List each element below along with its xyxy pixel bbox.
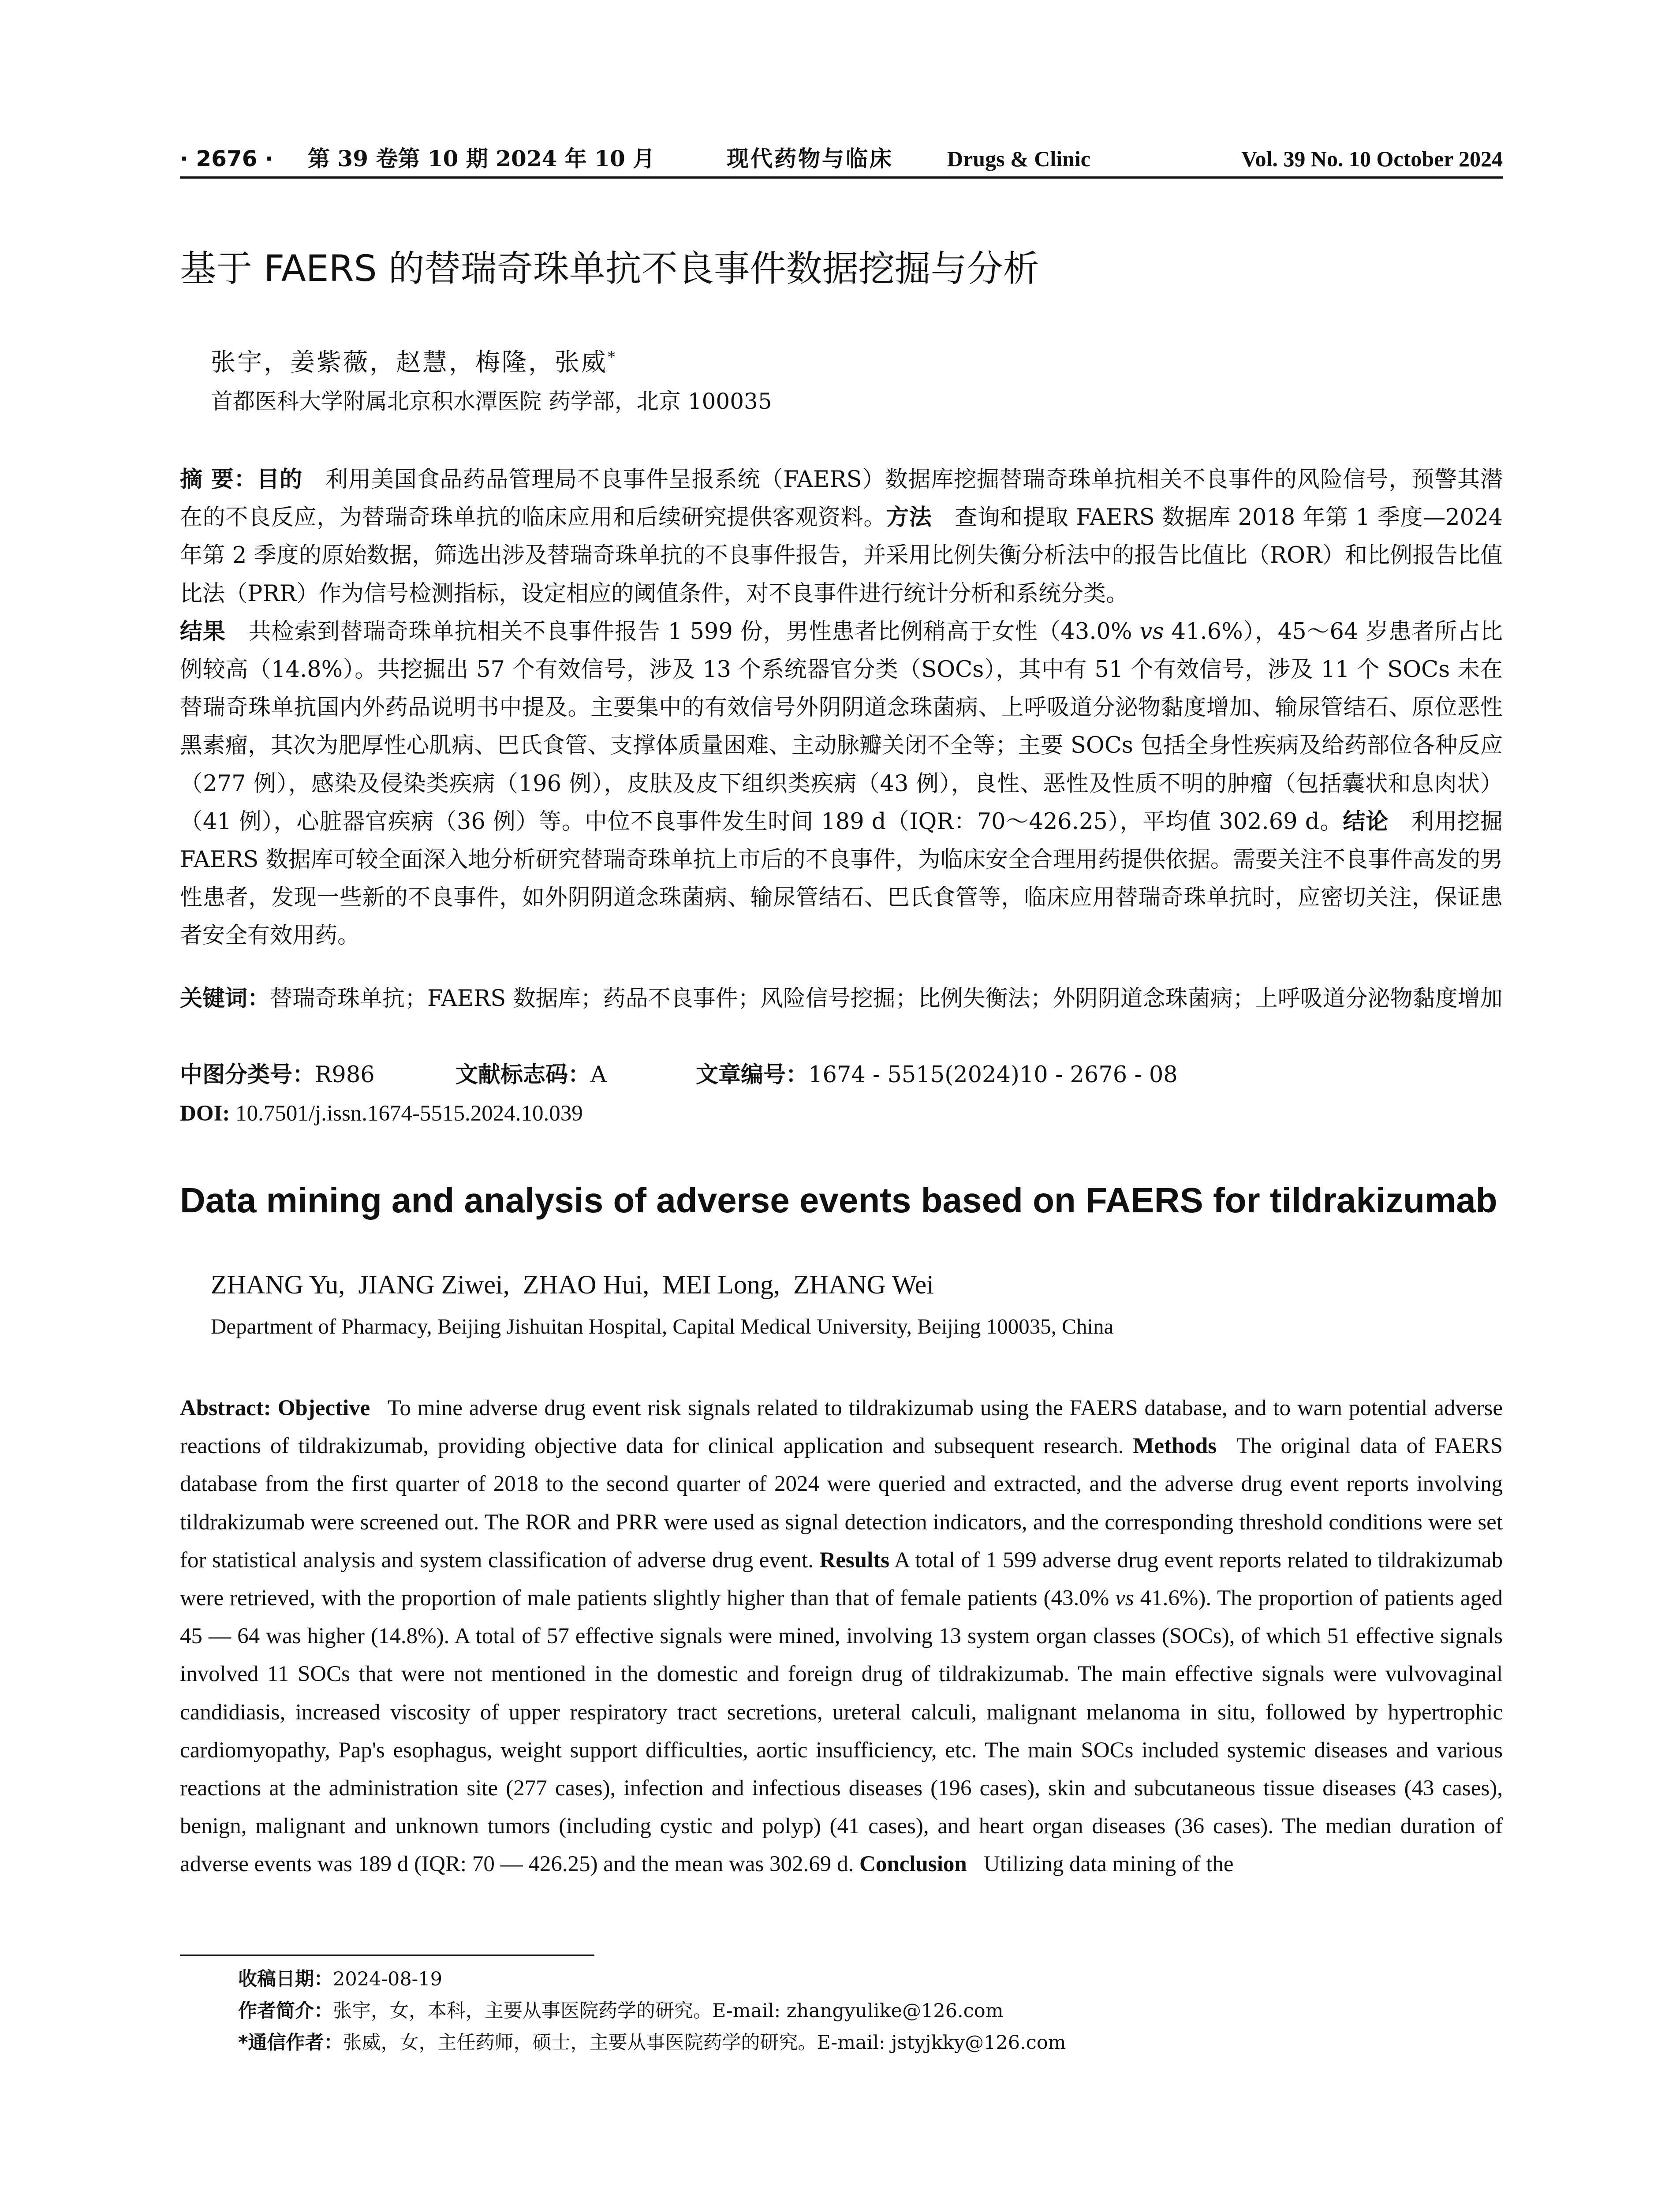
methods-cn-text: 查询和提取 FAERS 数据库 2018 年第 1 季度—2024 年第 2 季度的原始数据，筛选出涉及替瑞奇珠单抗的不良事件报告，并采用比例失衡分析法中的报告比值比（ROR）和比例报告比值比法（PRR）作为信号检测指标，设定相应的阈值条件，对不良事件进行统计分析和系统分类。 bbox=[180, 505, 1503, 607]
results-en-label: Results bbox=[819, 1547, 890, 1573]
conclusion-en-label: Conclusion bbox=[859, 1852, 967, 1877]
footnote-rule bbox=[180, 1955, 594, 1956]
results-cn-vs: vs bbox=[1139, 618, 1164, 645]
results-en-text-2: 41.6%). The proportion of patients aged 45 — 64 was higher (14.8%). A total of 57 effective signals were mined, involving 13 system organ classes (SOCs), of which 51 effective signals involved 11 SOCs that were not mentioned in the domestic and foreign drug of tildrakizumab. The main effective signals were vulvovaginal candidiasis, increased viscosity of upper respiratory tract secretions, ureteral calculi, malignant melanoma in situ, followed by hypertrophic cardiomyopathy, Pap's esophagus, weight support difficulties, aortic insufficiency, etc. The main SOCs included systemic diseases and various reactions at the administration site (277 cases), infection and infectious diseases (196 cases), skin and subcutaneous tissue diseases (43 cases), benign, malignant and unknown tumors (including cystic and polyp) (41 cases), and heart organ diseases (36 cases). The median duration of adverse events was 189 d (IQR: 70 — 426.25) and the mean was 302.69 d. bbox=[180, 1586, 1503, 1877]
objective-cn-label: 目的 bbox=[257, 467, 303, 493]
issue-cn: 第 39 卷第 10 期 2024 年 10 月 bbox=[308, 146, 655, 172]
author-bio-value: 张宇，女，本科，主要从事医院药学的研究。E-mail: zhangyulike@126.com bbox=[333, 2000, 1004, 2022]
affiliation-en: Department of Pharmacy, Beijing Jishuitan Hospital, Capital Medical University, Beijing 100035, China bbox=[211, 1314, 1114, 1338]
header-rule bbox=[180, 176, 1503, 179]
footnote-received bbox=[238, 1963, 1499, 1995]
footnote-corresponding bbox=[238, 2027, 1499, 2059]
article-number bbox=[696, 1056, 1178, 1094]
objective-en-label: Objective bbox=[277, 1396, 370, 1420]
methods-en-label: Methods bbox=[1133, 1434, 1217, 1459]
affiliation-cn: 首都医科大学附属北京积水潭医院 药学部，北京 100035 bbox=[211, 389, 772, 414]
keywords-cn-text: 替瑞奇珠单抗；FAERS 数据库；药品不良事件；风险信号挖掘；比例失衡法；外阴阴道念珠菌病；上呼吸道分泌物黏度增加 bbox=[270, 986, 1503, 1012]
article-no-label: 文章编号： bbox=[696, 1062, 809, 1088]
abstract-en bbox=[180, 1389, 1503, 1884]
journal-name-cn: 现代药物与临床 bbox=[727, 146, 893, 172]
received-value: 2024-08-19 bbox=[333, 1968, 442, 1990]
authors-cn-names: 张宇，姜紫薇，赵慧，梅隆，张威 bbox=[211, 348, 608, 377]
methods-cn-label: 方法 bbox=[886, 505, 932, 531]
doi-value: 10.7501/j.issn.1674-5515.2024.10.039 bbox=[230, 1101, 583, 1126]
results-cn-text-1: 共检索到替瑞奇珠单抗相关不良事件报告 1 599 份，男性患者比例稍高于女性（43.0% bbox=[248, 618, 1140, 645]
article-title-en: Data mining and analysis of adverse events based on FAERS for tildrakizumab bbox=[180, 1181, 1497, 1220]
keywords-cn bbox=[180, 980, 1503, 1018]
author-bio-label: 作者简介： bbox=[238, 2000, 333, 2022]
objective-en-text: To mine adverse drug event risk signals related to tildrakizumab using the FAERS database, and to warn potential adverse reactions of tildrakizumab, providing objective data for clinical application and subsequent research. bbox=[180, 1396, 1503, 1459]
results-cn-label: 结果 bbox=[180, 618, 226, 645]
doc-code-label: 文献标志码： bbox=[455, 1062, 591, 1088]
document-code bbox=[455, 1056, 607, 1094]
issue-en: Vol. 39 No. 10 October 2024 bbox=[1241, 146, 1503, 171]
authors-cn bbox=[211, 337, 617, 383]
abstract-en-label: Abstract: bbox=[180, 1396, 271, 1420]
doc-code-value: A bbox=[590, 1062, 607, 1088]
conclusion-cn-label: 结论 bbox=[1343, 808, 1389, 835]
clc-code bbox=[180, 1056, 375, 1094]
methods-en-text: The original data of FAERS database from the first quarter of 2018 to the second quarter of 2024 were queried and extracted, and the adverse drug event reports involving tildrakizumab were screened out. The ROR and PRR were used as signal detection indicators, and the corresponding threshold conditions were set for statistical analysis and system classification of adverse drug event. bbox=[180, 1434, 1503, 1573]
footnotes bbox=[238, 1963, 1499, 2059]
abstract-cn bbox=[180, 461, 1503, 955]
conclusion-cn-text: 利用挖掘 FAERS 数据库可较全面深入地分析研究替瑞奇珠单抗上市后的不良事件，为临床安全合理用药提供依据。需要关注不良事件高发的男性患者，发现一些新的不良事件，如外阴阴道念珠菌病、输尿管结石、巴氏食管等，临床应用替瑞奇珠单抗时，应密切关注，保证患者安全有效用药。 bbox=[180, 808, 1503, 949]
corresponding-mark: * bbox=[608, 348, 617, 366]
clc-label: 中图分类号： bbox=[180, 1062, 315, 1088]
results-en-vs: vs bbox=[1115, 1586, 1134, 1611]
article-title-cn: 基于 FAERS 的替瑞奇珠单抗不良事件数据挖掘与分析 bbox=[180, 248, 1039, 290]
keywords-cn-label: 关键词： bbox=[180, 986, 270, 1012]
article-no-value: 1674 - 5515(2024)10 - 2676 - 08 bbox=[808, 1062, 1178, 1088]
results-en-text-1: A total of 1 599 adverse drug event reports related to tildrakizumab were retrieved, with the proportion of male patients slightly higher than that of female patients (43.0% bbox=[180, 1547, 1503, 1611]
clc-value: R986 bbox=[315, 1062, 375, 1088]
authors-en: ZHANG Yu, JIANG Ziwei, ZHAO Hui, MEI Long, ZHANG Wei bbox=[211, 1270, 934, 1299]
corresponding-label: *通信作者： bbox=[238, 2032, 343, 2054]
doi bbox=[180, 1095, 583, 1132]
page-number: · 2676 · bbox=[180, 146, 273, 172]
results-cn-text-2: 41.6%），45～64 岁患者所占比例较高（14.8%）。共挖掘出 57 个有效信号，涉及 13 个系统器官分类（SOCs），其中有 51 个有效信号，涉及 11 个 SOCs 未在替瑞奇珠单抗国内外药品说明书中提及。主要集中的有效信号外阴阴道念珠菌病、上呼吸道分泌物黏度增加、输尿管结石、原位恶性黑素瘤，其次为肥厚性心肌病、巴氏食管、支撑体质量困难、主动脉瓣关闭不全等；主要 SOCs 包括全身性疾病及给药部位各种反应（277 例），感染及侵染类疾病（196 例），皮肤及皮下组织类疾病（43 例），良性、恶性及性质不明的肿瘤（包括囊状和息肉状）（41 例），心脏器官疾病（36 例）等。中位不良事件发生时间 189 d（IQR：70～426.25），平均值 302.69 d。 bbox=[180, 618, 1503, 835]
journal-name-en: Drugs & Clinic bbox=[947, 146, 1090, 171]
objective-cn-text: 利用美国食品药品管理局不良事件呈报系统（FAERS）数据库挖掘替瑞奇珠单抗相关不良事件的风险信号，预警其潜在的不良反应，为替瑞奇珠单抗的临床应用和后续研究提供客观资料。 bbox=[180, 467, 1503, 531]
abstract-cn-label: 摘 要： bbox=[180, 467, 257, 493]
received-label: 收稿日期： bbox=[238, 1968, 333, 1990]
doi-label: DOI: bbox=[180, 1101, 230, 1126]
conclusion-en-text: Utilizing data mining of the bbox=[984, 1852, 1234, 1877]
footnote-author bbox=[238, 1995, 1499, 2027]
running-header bbox=[180, 141, 1503, 176]
classification-row bbox=[180, 1056, 1503, 1094]
corresponding-value: 张威，女，主任药师，硕士，主要从事医院药学的研究。E-mail: jstyjkky@126.com bbox=[343, 2032, 1066, 2054]
